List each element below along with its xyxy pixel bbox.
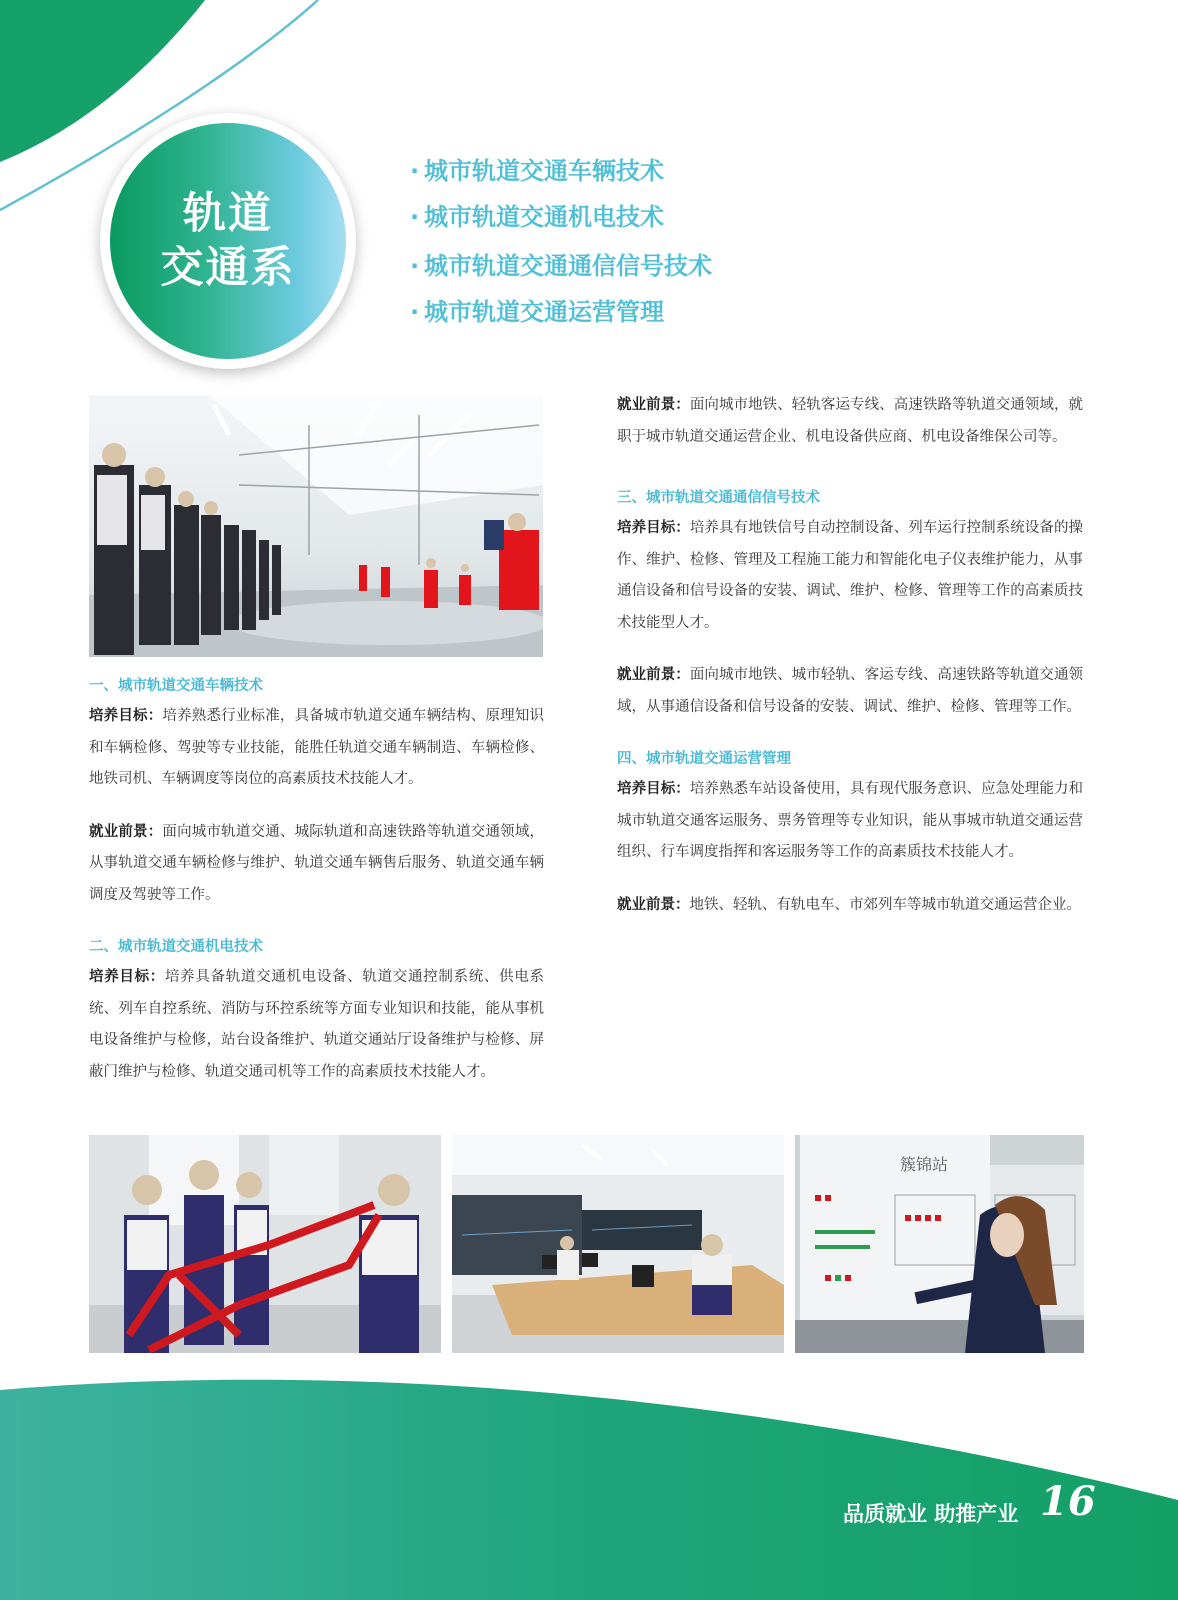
section-heading-vehicle: 一、城市轨道交通车辆技术 [89, 678, 263, 694]
photo-station-control-panel [795, 1135, 1084, 1353]
section-heading-signal: 三、城市轨道交通通信信号技术 [617, 490, 820, 506]
department-title-line1: 轨道 [183, 189, 273, 239]
bottom-wave-decoration [0, 1370, 1178, 1600]
department-badge-circle [110, 123, 346, 359]
photo-students-frame-workshop [89, 1135, 441, 1353]
major-item: · 城市轨道交通车辆技术 [410, 157, 664, 185]
page-number: 16 [1040, 1478, 1096, 1525]
photo-control-center [452, 1135, 784, 1353]
major-item: · 城市轨道交通运营管理 [410, 298, 664, 326]
career-prospect: 就业前景：面向城市地铁、城市轻轨、客运专线、高速铁路等轨道交通领域，从事通信设备和信号设备的安装、调试、维护、检修、管理等工作。 [617, 667, 1084, 715]
training-goal: 培养目标：培养熟悉行业标准，具备城市轨道交通车辆结构、原理知识和车辆检修、驾驶等专业技能，能胜任轨道交通车辆制造、车辆检修、地铁司机、车辆调度等岗位的高素质技术技能人才。 [89, 708, 545, 787]
career-prospect: 就业前景：面向城市轨道交通、城际轨道和高速铁路等轨道交通领域，从事轨道交通车辆检修与维护、轨道交通车辆售后服务、轨道交通车辆调度及驾驶等工作。 [89, 823, 545, 903]
section-heading-operation: 四、城市轨道交通运营管理 [617, 751, 791, 767]
main-photo-training-hall [89, 395, 543, 657]
major-list [410, 148, 712, 335]
training-goal: 培养目标：培养具备轨道交通机电设备、轨道交通控制系统、供电系统、列车自控系统、消防与环控系统等方面专业知识和技能，能从事机电设备维护与检修，站台设备维护、轨道交通站厅设备维护与检修、屏蔽门维护与检修、轨道交通司机等工作的高素质技术技能人才。 [89, 969, 545, 1080]
footer-slogan: 品质就业 助推产业 [843, 1502, 1019, 1526]
training-goal: 培养目标：培养熟悉车站设备使用，具有现代服务意识、应急处理能力和城市轨道交通客运服务、票务管理等专业知识，能从事城市轨道交通运营组织、行车调度指挥和客运服务等工作的高素质技术技能人才。 [617, 781, 1084, 860]
department-title-line2: 交通系 [160, 243, 296, 293]
right-column [617, 390, 1083, 921]
career-prospect: 就业前景：地铁、轻轨、有轨电车、市郊列车等城市轨道交通运营企业。 [617, 896, 1081, 913]
station-sign-text: 簇锦站 [900, 1155, 949, 1174]
left-column [89, 671, 544, 1088]
training-goal: 培养目标：培养具有地铁信号自动控制设备、列车运行控制系统设备的操作、维护、检修、管理及工程施工能力和智能化电子仪表维护能力，从事通信设备和信号设备的安装、调试、维护、检修、管理等工作的高素质技术技能型人才。 [617, 520, 1084, 631]
section-heading-electromechanical: 二、城市轨道交通机电技术 [89, 939, 263, 955]
major-item: · 城市轨道交通通信信号技术 [410, 252, 712, 280]
major-item: · 城市轨道交通机电技术 [410, 203, 664, 231]
department-badge [100, 113, 356, 369]
career-prospect: 就业前景：面向城市地铁、轻轨客运专线、高速铁路等轨道交通领域，就职于城市轨道交通运营企业、机电设备供应商、机电设备维保公司等。 [617, 397, 1084, 445]
